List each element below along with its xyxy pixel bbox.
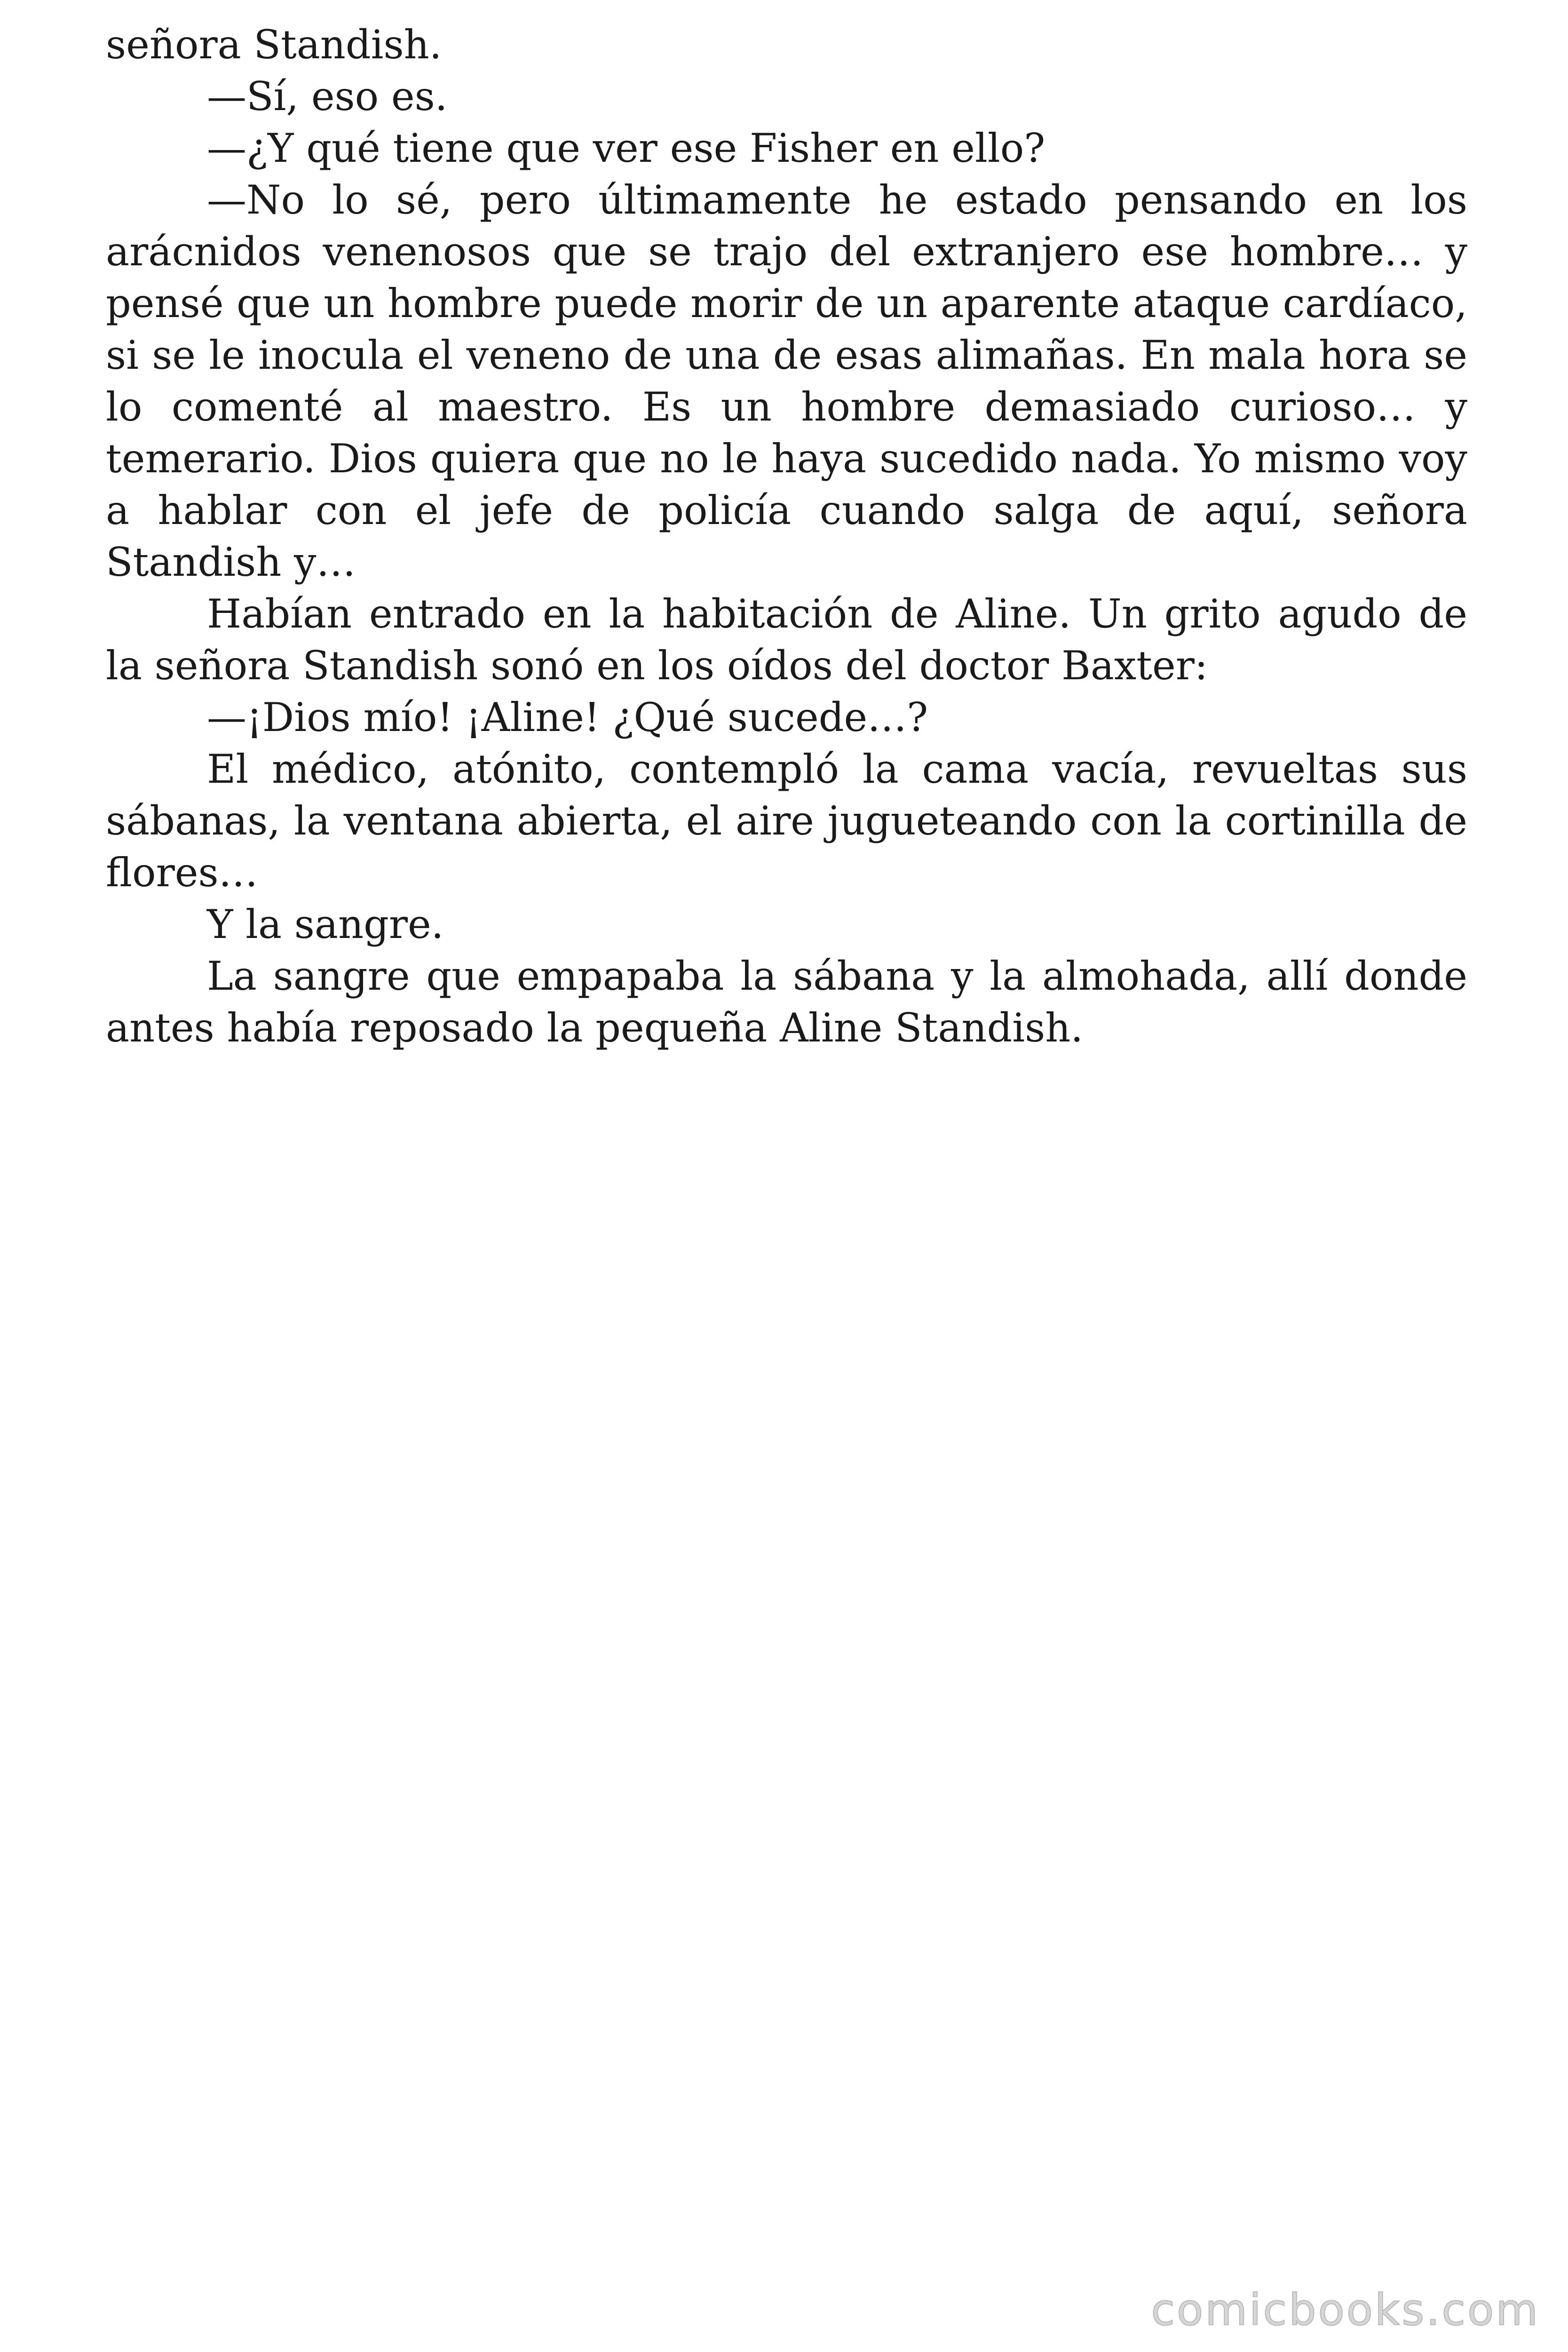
- paragraph: —¡Dios mío! ¡Aline! ¿Qué sucede…?: [207, 694, 928, 740]
- paragraph: —¿Y qué tiene que ver ese Fisher en ello?: [207, 125, 1045, 171]
- watermark: comicbooks.com: [1151, 2285, 1540, 2335]
- paragraph: —No lo sé, pero últimamente he estado pensando en los arácnidos venenosos que se trajo del extranjero ese hombre… y pensé que un hombre puede morir de un aparente ataque cardíaco, si se le inocula el veneno de una de esas alimañas. En mala hora se lo comenté al maestro. Es un hombre demasiado curioso… y temerario. Dios quiera que no le haya sucedido nada. Yo mismo voy a hablar con el jefe de policía cuando salga de aquí, señora Standish y…: [106, 177, 1467, 585]
- paragraph: La sangre que empapaba la sábana y la almohada, allí donde antes había reposado la pequeña Aline Standish.: [106, 953, 1467, 1051]
- paragraph: Y la sangre.: [207, 901, 444, 947]
- paragraph: señora Standish.: [106, 22, 442, 68]
- paragraph: El médico, atónito, contempló la cama vacía, revueltas sus sábanas, la ventana abierta, el aire jugueteando con la cortinilla de flores…: [106, 746, 1467, 896]
- paragraph: Habían entrado en la habitación de Aline. Un grito agudo de la señora Standish sonó en los oídos del doctor Baxter:: [106, 591, 1467, 689]
- body-text: [106, 19, 1467, 1054]
- paragraph: —Sí, eso es.: [207, 73, 448, 119]
